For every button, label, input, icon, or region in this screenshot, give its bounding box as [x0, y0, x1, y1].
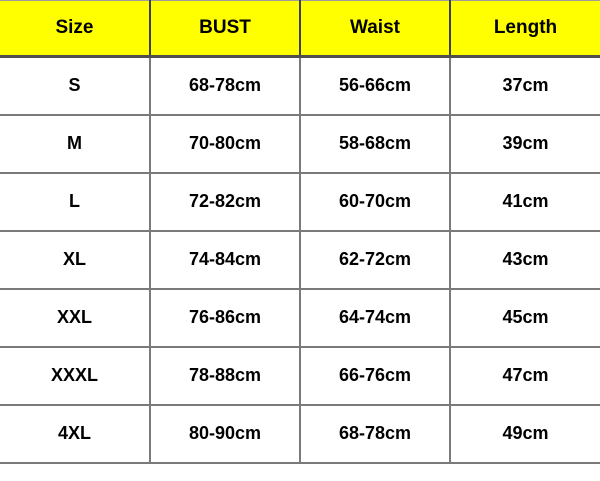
waist-cell: 58-68cm	[300, 115, 450, 173]
waist-cell: 68-78cm	[300, 405, 450, 463]
waist-cell: 66-76cm	[300, 347, 450, 405]
waist-cell: 64-74cm	[300, 289, 450, 347]
size-cell: 4XL	[0, 405, 150, 463]
bust-cell: 70-80cm	[150, 115, 300, 173]
size-cell: L	[0, 173, 150, 231]
bust-cell: 76-86cm	[150, 289, 300, 347]
table-header	[0, 1, 600, 57]
size-cell: XL	[0, 231, 150, 289]
length-cell: 45cm	[450, 289, 600, 347]
length-cell: 49cm	[450, 405, 600, 463]
waist-cell: 62-72cm	[300, 231, 450, 289]
size-cell: XXL	[0, 289, 150, 347]
table-row	[0, 289, 600, 347]
header-cell-bust: BUST	[150, 1, 300, 57]
table-row	[0, 173, 600, 231]
table-row	[0, 57, 600, 115]
waist-cell: 56-66cm	[300, 57, 450, 115]
size-cell: S	[0, 57, 150, 115]
length-cell: 39cm	[450, 115, 600, 173]
size-cell: XXXL	[0, 347, 150, 405]
header-cell-length: Length	[450, 1, 600, 57]
bust-cell: 74-84cm	[150, 231, 300, 289]
table-body	[0, 57, 600, 463]
table-row	[0, 347, 600, 405]
bust-cell: 80-90cm	[150, 405, 300, 463]
table-row	[0, 115, 600, 173]
bust-cell: 72-82cm	[150, 173, 300, 231]
waist-cell: 60-70cm	[300, 173, 450, 231]
table-row	[0, 405, 600, 463]
bust-cell: 78-88cm	[150, 347, 300, 405]
length-cell: 37cm	[450, 57, 600, 115]
header-cell-waist: Waist	[300, 1, 450, 57]
bust-cell: 68-78cm	[150, 57, 300, 115]
length-cell: 41cm	[450, 173, 600, 231]
size-cell: M	[0, 115, 150, 173]
length-cell: 43cm	[450, 231, 600, 289]
table-row	[0, 231, 600, 289]
header-row	[0, 1, 600, 57]
length-cell: 47cm	[450, 347, 600, 405]
header-cell-size: Size	[0, 1, 150, 57]
